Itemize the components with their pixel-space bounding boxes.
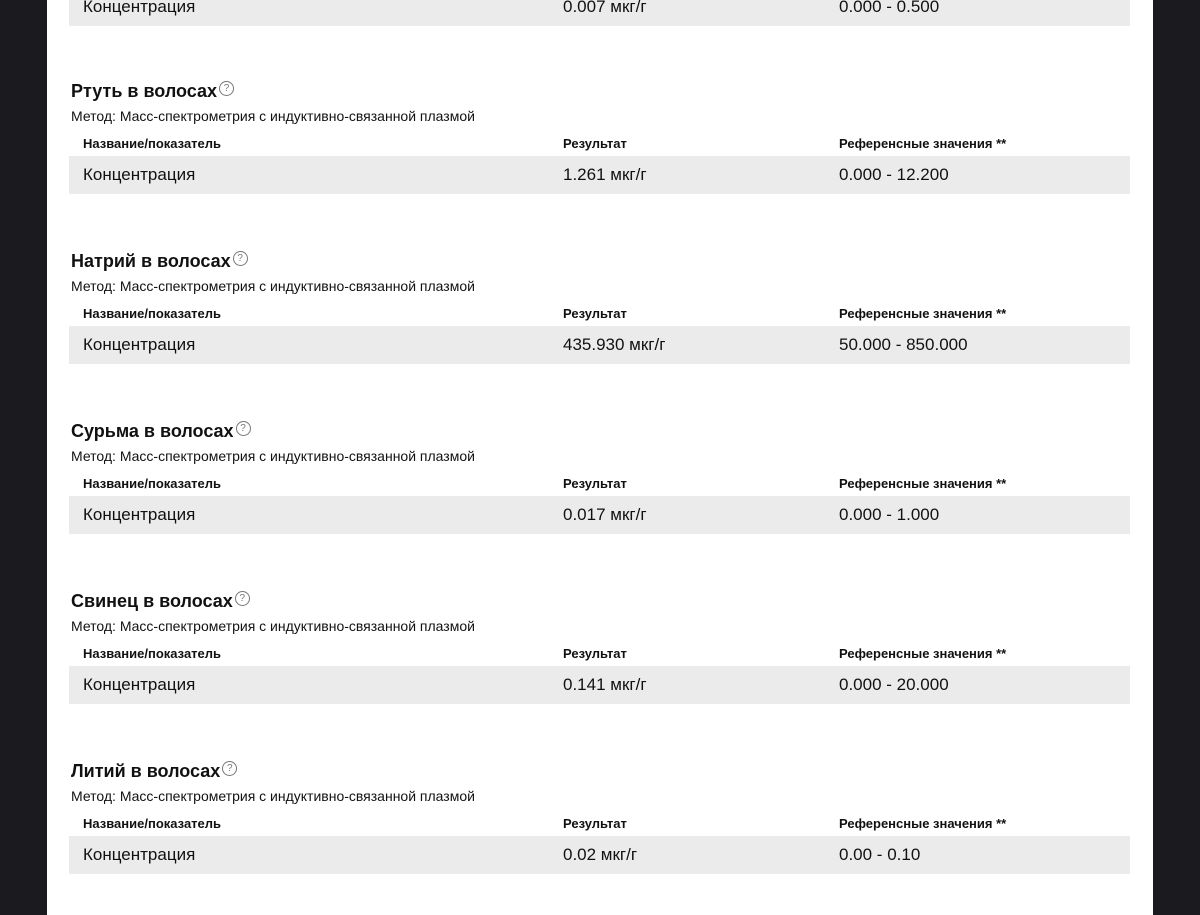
method-text: Метод: Масс-спектрометрия с индуктивно-связанной плазмой [71, 618, 475, 634]
table-row [69, 0, 1130, 26]
analysis-section-antimony [47, 418, 1153, 568]
row-result: 435.930 мкг/г [563, 335, 666, 354]
table-row [69, 666, 1130, 704]
row-name: Концентрация [83, 165, 196, 184]
table-row [69, 496, 1130, 534]
method-text: Метод: Масс-спектрометрия с индуктивно-связанной плазмой [71, 108, 475, 124]
row-result: 0.02 мкг/г [563, 845, 638, 864]
header-reference: Референсные значения ** [839, 476, 1007, 491]
help-icon[interactable]: ? [219, 81, 234, 96]
header-name: Название/показатель [83, 306, 222, 321]
header-reference: Референсные значения ** [839, 646, 1007, 661]
section-title: Сурьма в волосах ? [71, 418, 251, 444]
row-reference: 0.000 - 1.000 [839, 505, 940, 524]
header-reference: Референсные значения ** [839, 816, 1007, 831]
section-title: Натрий в волосах ? [71, 248, 248, 274]
help-icon[interactable]: ? [222, 761, 237, 776]
section-title: Литий в волосах ? [71, 758, 237, 784]
row-reference: 0.000 - 20.000 [839, 675, 949, 694]
table-row [69, 326, 1130, 364]
analysis-section-mercury [47, 78, 1153, 228]
row-name: Концентрация [83, 505, 196, 524]
row-result: 0.007 мкг/г [563, 0, 647, 16]
table-row [69, 156, 1130, 194]
row-reference: 0.000 - 12.200 [839, 165, 949, 184]
help-icon[interactable]: ? [236, 421, 251, 436]
analysis-section-lead [47, 588, 1153, 738]
header-result: Результат [563, 816, 627, 831]
header-name: Название/показатель [83, 476, 222, 491]
header-result: Результат [563, 476, 627, 491]
header-name: Название/показатель [83, 136, 222, 151]
table-row [69, 836, 1130, 874]
row-name: Концентрация [83, 675, 196, 694]
header-reference: Референсные значения ** [839, 306, 1007, 321]
section-title: Свинец в волосах ? [71, 588, 250, 614]
row-result: 1.261 мкг/г [563, 165, 647, 184]
header-name: Название/показатель [83, 646, 222, 661]
analysis-section-lithium [47, 758, 1153, 908]
row-name: Концентрация [83, 335, 196, 354]
header-result: Результат [563, 646, 627, 661]
row-reference: 50.000 - 850.000 [839, 335, 968, 354]
report-page [47, 0, 1153, 915]
help-icon[interactable]: ? [235, 591, 250, 606]
row-reference: 0.000 - 0.500 [839, 0, 940, 16]
row-name: Концентрация [83, 0, 196, 16]
row-result: 0.017 мкг/г [563, 505, 647, 524]
help-icon[interactable]: ? [233, 251, 248, 266]
section-title: Ртуть в волосах ? [71, 78, 234, 104]
row-name: Концентрация [83, 845, 196, 864]
header-name: Название/показатель [83, 816, 222, 831]
method-text: Метод: Масс-спектрометрия с индуктивно-связанной плазмой [71, 448, 475, 464]
method-text: Метод: Масс-спектрометрия с индуктивно-связанной плазмой [71, 788, 475, 804]
header-reference: Референсные значения ** [839, 136, 1007, 151]
header-result: Результат [563, 306, 627, 321]
header-result: Результат [563, 136, 627, 151]
method-text: Метод: Масс-спектрометрия с индуктивно-связанной плазмой [71, 278, 475, 294]
row-reference: 0.00 - 0.10 [839, 845, 921, 864]
analysis-section-sodium [47, 248, 1153, 398]
row-result: 0.141 мкг/г [563, 675, 647, 694]
